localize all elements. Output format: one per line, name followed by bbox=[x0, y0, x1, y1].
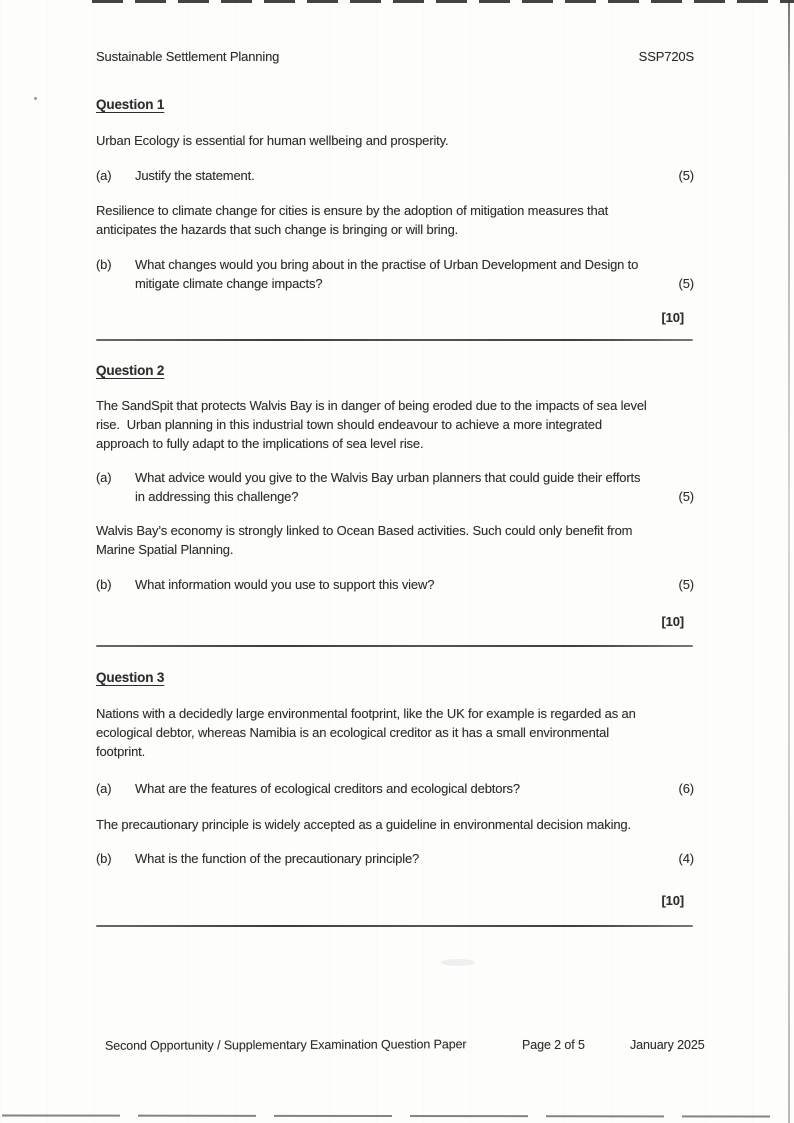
paragraph-line: What changes would you bring about in the practise of Urban Development and Design to bbox=[135, 257, 639, 272]
paragraph-line: footprint. bbox=[96, 744, 146, 759]
question-2-section bbox=[96, 361, 694, 647]
part-text bbox=[135, 849, 679, 868]
part-text bbox=[135, 575, 679, 594]
part-marks: (5) bbox=[678, 577, 694, 592]
paragraph-line: in addressing this challenge? bbox=[135, 489, 299, 504]
paragraph-line: What information would you use to support this view? bbox=[135, 577, 435, 592]
question-2-total-marks: [10] bbox=[661, 614, 684, 629]
question-2-part-b bbox=[96, 575, 694, 594]
question-3-part-a bbox=[96, 779, 694, 798]
paragraph-line: What advice would you give to the Walvis Bay urban planners that could guide their efforts bbox=[135, 470, 641, 485]
paragraph-line: Walvis Bay’s economy is strongly linked to Ocean Based activities. Such could only benefit from bbox=[96, 523, 633, 538]
part-marks: (6) bbox=[678, 781, 694, 796]
page-body bbox=[96, 47, 694, 927]
part-marks: (5) bbox=[678, 489, 694, 504]
paragraph-line: approach to fully adapt to the implications of sea level rise. bbox=[96, 436, 424, 451]
paragraph-line: Urban Ecology is essential for human wellbeing and prosperity. bbox=[96, 133, 449, 148]
question-3-part-b bbox=[96, 849, 694, 868]
question-3-total-marks: [10] bbox=[661, 893, 684, 908]
part-label: (a) bbox=[96, 781, 112, 796]
question-3-title: Question 3 bbox=[96, 670, 165, 685]
paragraph-line: anticipates the hazards that such change is bringing or will bring. bbox=[96, 222, 459, 237]
question-1-part-b bbox=[96, 255, 694, 293]
paragraph-line: What are the features of ecological creditors and ecological debtors? bbox=[135, 781, 520, 796]
scan-artifact-smudge bbox=[441, 959, 475, 966]
part-text bbox=[135, 468, 679, 506]
paragraph-line: ecological debtor, whereas Namibia is an ecological creditor as it has a small environmental bbox=[96, 725, 609, 740]
question-2-mid-paragraph bbox=[96, 521, 694, 559]
footer-page-number: Page 2 of 5 bbox=[522, 1038, 585, 1052]
footer-exam-type: Second Opportunity / Supplementary Examination Question Paper bbox=[104, 1037, 467, 1053]
part-label: (b) bbox=[96, 577, 112, 592]
part-marks: (5) bbox=[678, 276, 694, 291]
section-divider bbox=[96, 925, 693, 927]
paragraph-line: rise. Urban planning in this industrial town should endeavour to achieve a more integrated bbox=[96, 417, 602, 432]
question-1-title: Question 1 bbox=[96, 97, 165, 112]
paragraph-line: Marine Spatial Planning. bbox=[96, 542, 234, 557]
part-label: (a) bbox=[96, 168, 112, 183]
question-3-mid-paragraph bbox=[96, 815, 694, 834]
question-1-section bbox=[96, 95, 694, 341]
section-divider bbox=[96, 339, 693, 341]
scan-artifact-right-line bbox=[788, 0, 790, 1123]
paragraph-line: Justify the statement. bbox=[135, 168, 255, 183]
paragraph-line: Nations with a decidedly large environmental footprint, like the UK for example is regarded as an bbox=[96, 706, 636, 721]
section-divider bbox=[96, 645, 693, 647]
paragraph-line: Resilience to climate change for cities is ensure by the adoption of mitigation measures that bbox=[96, 203, 609, 218]
part-marks: (4) bbox=[678, 851, 694, 866]
paragraph-line: What is the function of the precautionary principle? bbox=[135, 851, 420, 866]
part-label: (a) bbox=[96, 470, 112, 485]
paragraph-line: mitigate climate change impacts? bbox=[135, 276, 323, 291]
question-1-mid-paragraph bbox=[96, 201, 694, 239]
part-marks: (5) bbox=[678, 168, 694, 183]
question-3-section bbox=[96, 668, 694, 927]
paragraph-line: The precautionary principle is widely accepted as a guideline in environmental decision making. bbox=[96, 817, 631, 832]
part-text bbox=[135, 255, 679, 293]
question-1-intro bbox=[96, 131, 694, 150]
course-code: SSP720S bbox=[638, 49, 694, 64]
scan-artifact-dot bbox=[34, 97, 37, 100]
footer-date: January 2025 bbox=[630, 1038, 705, 1052]
question-2-title: Question 2 bbox=[96, 363, 165, 378]
part-label: (b) bbox=[96, 851, 112, 866]
question-2-intro bbox=[96, 396, 694, 453]
paragraph-line: The SandSpit that protects Walvis Bay is in danger of being eroded due to the impacts of sea level bbox=[96, 398, 647, 413]
question-3-intro bbox=[96, 704, 694, 761]
question-2-part-a bbox=[96, 468, 694, 506]
part-text bbox=[135, 166, 679, 185]
scan-artifact-top-bar bbox=[92, 0, 794, 3]
part-text bbox=[135, 779, 679, 798]
part-label: (b) bbox=[96, 257, 112, 272]
question-1-total-marks: [10] bbox=[661, 310, 684, 325]
scan-artifact-bottom-bar bbox=[2, 1114, 770, 1117]
course-title: Sustainable Settlement Planning bbox=[96, 49, 280, 64]
question-1-part-a bbox=[96, 166, 694, 185]
page-header bbox=[96, 47, 694, 66]
